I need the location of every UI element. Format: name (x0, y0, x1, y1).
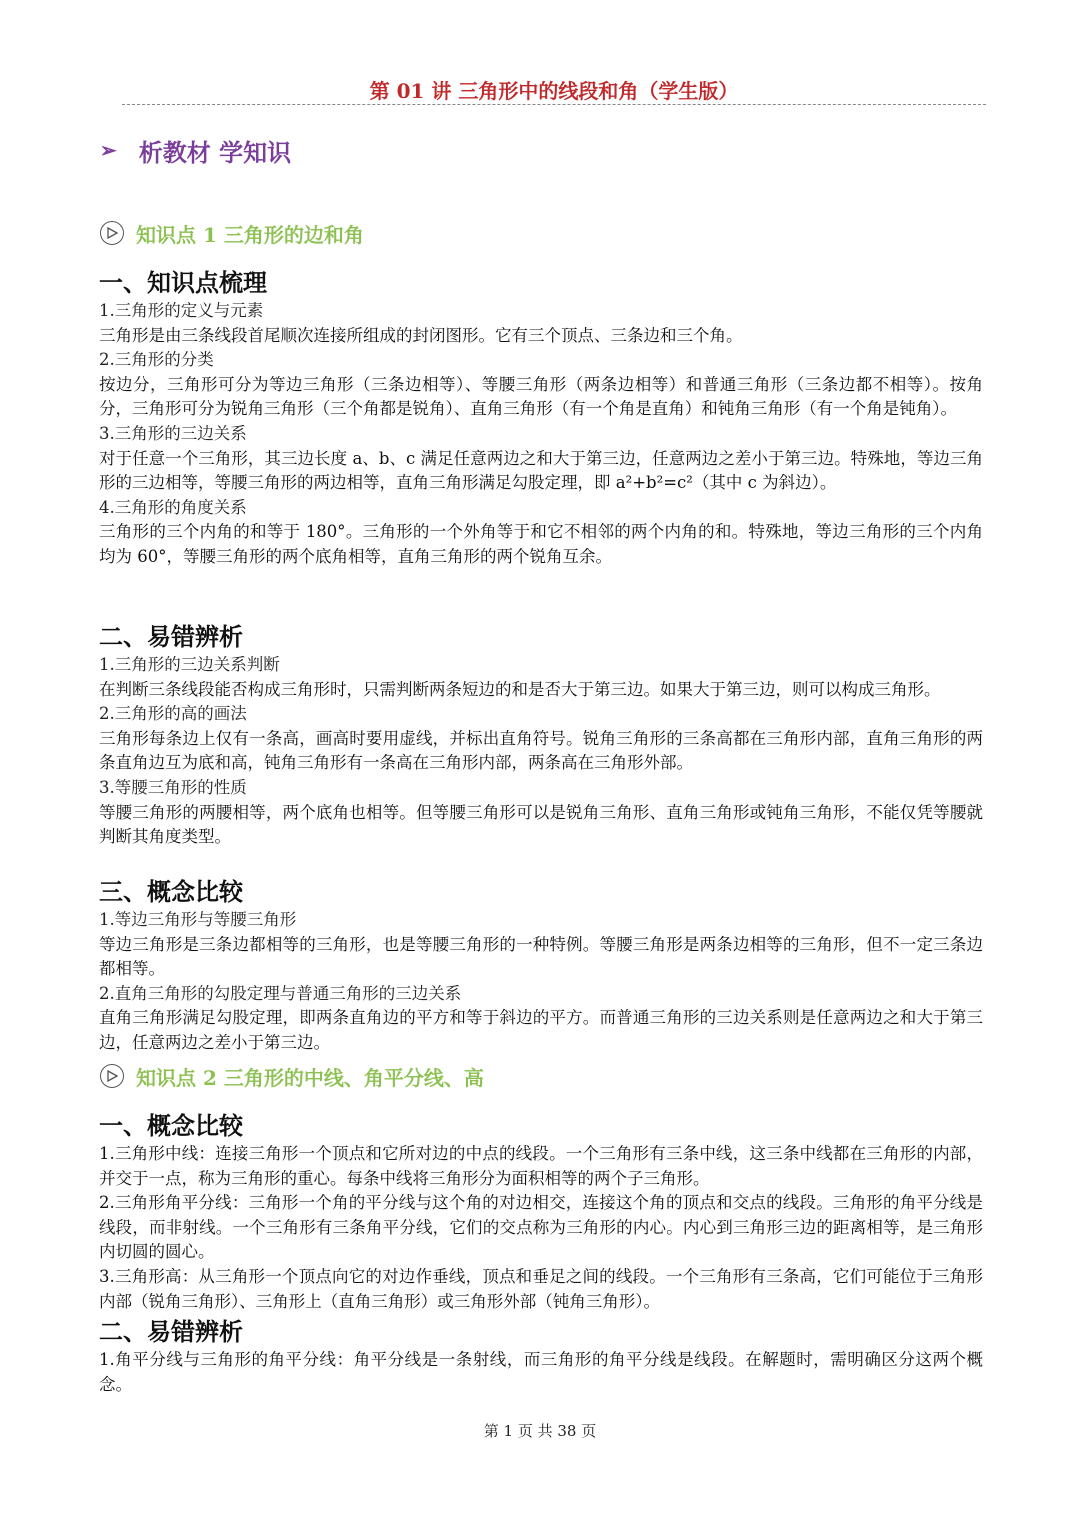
item-subtitle: 2.三角形的分类 (99, 350, 214, 370)
item-text: 对于任意一个三角形，其三边长度 a、b、c 满足任意两边之和大于第三边，任意两边之差小于第三边。特殊地，等边三角形的三边相等，等腰三角形的两边相等，直角三角形满足勾股定理，即 a²+b²=c²（其中 c 为斜边）。 (99, 448, 983, 493)
item-text: 在判断三条线段能否构成三角形时，只需判断两条短边的和是否大于第三边。如果大于第三边，则可以构成三角形。 (99, 679, 941, 699)
section-heading: 二、易错辨析 (99, 622, 243, 651)
item-text: 三角形每条边上仅有一条高，画高时要用虚线，并标出直角符号。锐角三角形的三条高都在三角形内部，直角三角形的两条直角边互为底和高，钝角三角形有一条高在三角形内部，两条高在三角形外部。 (99, 728, 983, 773)
section-common-mistakes-2 (99, 1316, 983, 1397)
item-text: 按边分，三角形可分为等边三角形（三条边相等）、等腰三角形（两条边相等）和普通三角形（三条边都不相等）。按角分，三角形可分为锐角三角形（三个角都是锐角）、直角三角形（有一个角是直角）和钝角三角形（有一个角是钝角）。 (99, 374, 983, 419)
item-text: 等腰三角形的两腰相等，两个底角也相等。但等腰三角形可以是锐角三角形、直角三角形或钝角三角形，不能仅凭等腰就判断其角度类型。 (99, 802, 983, 847)
knowledge-point-1-title (100, 218, 364, 248)
item-text: 1.三角形中线：连接三角形一个顶点和它所对边的中点的线段。一个三角形有三条中线，这三条中线都在三角形的内部，并交于一点，称为三角形的重心。每条中线将三角形分为面积相等的两个子三角形。 (99, 1144, 983, 1188)
play-circle-icon (100, 221, 124, 245)
knowledge-point-2-label: 知识点 2 三角形的中线、角平分线、高 (136, 1065, 484, 1090)
item-text: 三角形的三个内角的和等于 180°。三角形的一个外角等于和它不相邻的两个内角的和。特殊地，等边三角形的三个内角均为 60°，等腰三角形的两个底角相等，直角三角形的两个锐角互余。 (99, 522, 983, 566)
item-subtitle: 4.三角形的角度关系 (99, 497, 247, 517)
section-heading: 二、易错辨析 (99, 1317, 243, 1346)
section-heading: 一、概念比较 (99, 1111, 243, 1140)
play-circle-icon (100, 1064, 124, 1088)
section-common-mistakes (99, 621, 983, 850)
item-text: 直角三角形满足勾股定理，即两条直角边的平方和等于斜边的平方。而普通三角形的三边关系则是任意两边之和大于第三边，任意两边之差小于第三边。 (99, 1008, 983, 1052)
item-subtitle: 3.三角形的三边关系 (99, 423, 247, 443)
section-banner (100, 132, 291, 168)
item-text: 三角形是由三条线段首尾顺次连接所组成的封闭图形。它有三个顶点、三条边和三个角。 (99, 325, 743, 345)
knowledge-point-2-title (100, 1061, 484, 1091)
item-subtitle: 2.三角形的高的画法 (99, 704, 247, 724)
section-knowledge-review (99, 267, 983, 570)
page-title: 第 01 讲 三角形中的线段和角（学生版） (369, 79, 739, 103)
knowledge-point-1-label: 知识点 1 三角形的边和角 (136, 222, 364, 247)
item-text: 2.三角形角平分线：三角形一个角的平分线与这个角的对边相交，连接这个角的顶点和交点的线段。三角形的角平分线是线段，而非射线。一个三角形有三条角平分线，它们的交点称为三角形的内心。内心到三角形三边的距离相等，是三角形内切圆的圆心。 (99, 1193, 983, 1262)
item-subtitle: 1.等边三角形与等腰三角形 (99, 910, 297, 929)
section-concept-comparison (99, 876, 983, 1056)
arrow-icon: ➢ (100, 138, 117, 162)
section-concept-comparison-2 (99, 1110, 983, 1314)
item-text: 1.角平分线与三角形的角平分线：角平分线是一条射线，而三角形的角平分线是线段。在解题时，需明确区分这两个概念。 (99, 1350, 983, 1394)
item-subtitle: 1.三角形的定义与元素 (99, 301, 264, 320)
item-subtitle: 1.三角形的三边关系判断 (99, 655, 280, 674)
page-number: 第 1 页 共 38 页 (483, 1422, 597, 1440)
item-text: 3.三角形高：从三角形一个顶点向它的对边作垂线，顶点和垂足之间的线段。一个三角形有三条高，它们可能位于三角形内部（锐角三角形）、三角形上（直角三角形）或三角形外部（钝角三角形）。 (99, 1266, 983, 1311)
header-divider (122, 104, 986, 105)
item-subtitle: 2.直角三角形的勾股定理与普通三角形的三边关系 (99, 983, 462, 1003)
item-text: 等边三角形是三条边都相等的三角形，也是等腰三角形的一种特例。等腰三角形是两条边相等的三角形，但不一定三条边都相等。 (99, 934, 983, 979)
section-heading: 一、知识点梳理 (99, 268, 267, 297)
section-heading: 三、概念比较 (99, 877, 243, 906)
section-banner-label: 析教材 学知识 (138, 137, 292, 167)
item-subtitle: 3.等腰三角形的性质 (99, 777, 247, 797)
